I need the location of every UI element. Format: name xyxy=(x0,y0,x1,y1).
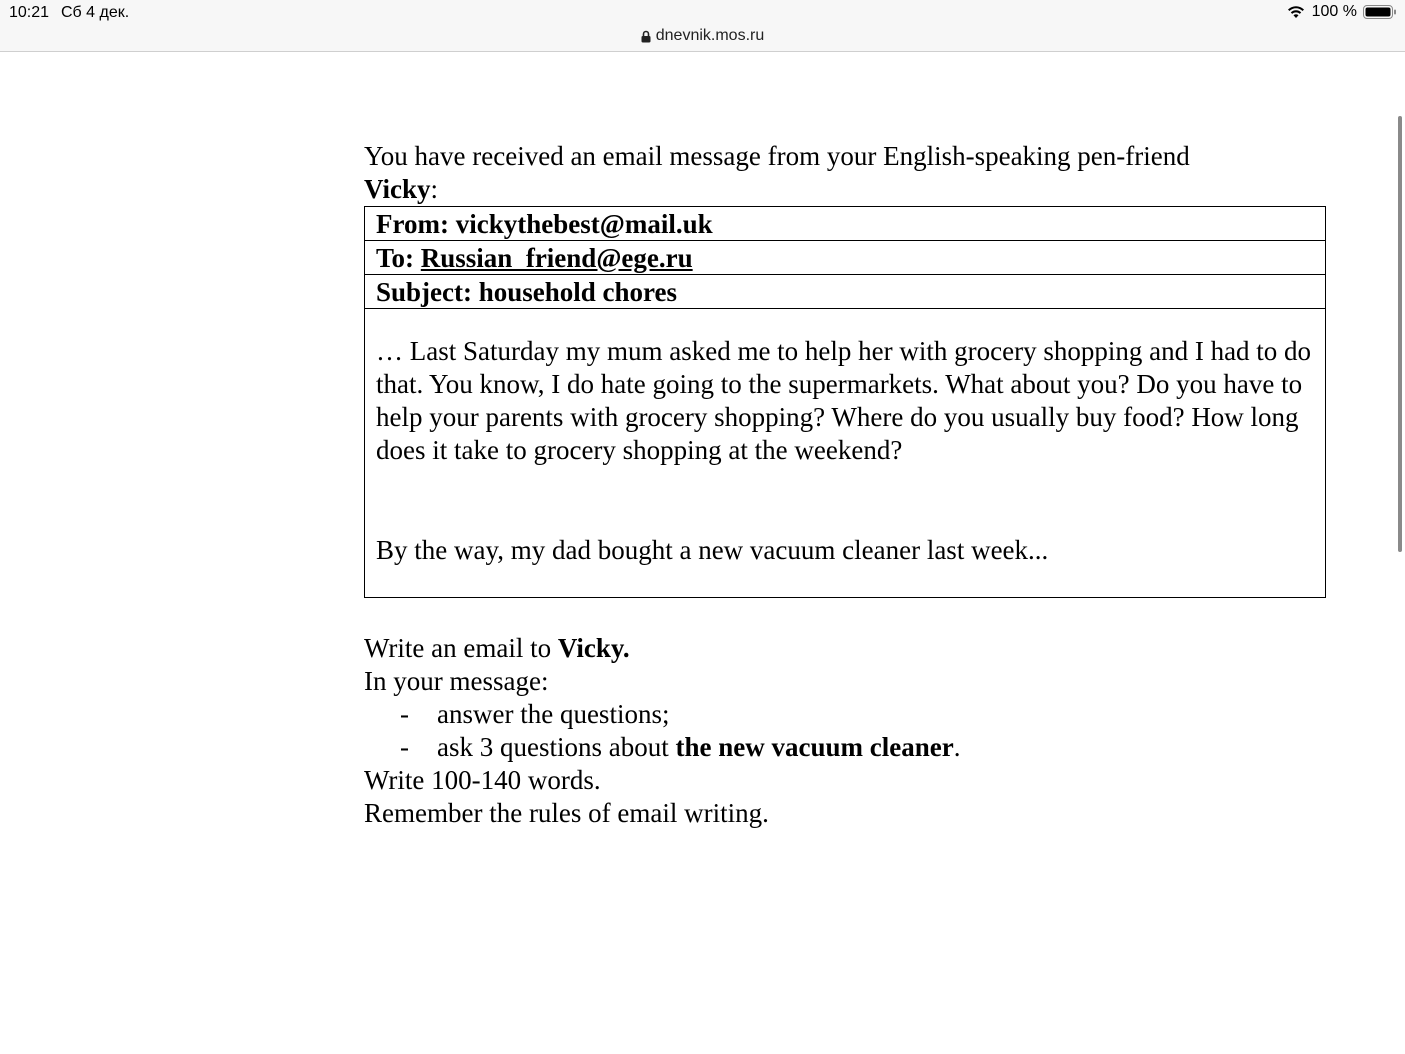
email-to-label: To: xyxy=(376,243,415,273)
email-box xyxy=(364,206,1326,598)
bullet-2-bold: the new vacuum cleaner xyxy=(675,732,954,762)
intro-paragraph xyxy=(364,140,1326,206)
email-to-row xyxy=(365,241,1325,275)
email-body-paragraph-1: … Last Saturday my mum asked me to help her with grocery shopping and I had to do that. You know, I do hate going to the supermarkets. What about you? Do you have to help your parents with grocery shopping? Where do you usually buy food? How long does it take to grocery shopping at the weekend? xyxy=(376,336,1312,465)
email-body xyxy=(365,309,1325,597)
bullet-1-text: answer the questions; xyxy=(437,699,670,729)
bullet-dash: - xyxy=(400,699,409,729)
url-text: dnevnik.mos.ru xyxy=(655,27,765,44)
bullet-2-suffix: . xyxy=(953,732,961,762)
task-instructions xyxy=(364,632,1326,830)
document-content xyxy=(364,140,1326,830)
email-subject-row xyxy=(365,275,1325,309)
task-write-line xyxy=(364,632,1326,665)
wifi-icon xyxy=(1286,4,1306,20)
bullet-2-text xyxy=(437,731,960,764)
email-from-value: vickythebest@mail.uk xyxy=(455,209,713,239)
intro-name: Vicky xyxy=(364,174,431,204)
bullet-2-prefix: ask 3 questions about xyxy=(437,732,669,762)
task-bullet-1 xyxy=(364,698,1326,731)
status-time: 10:21 xyxy=(9,4,50,21)
vertical-scrollbar[interactable] xyxy=(1398,116,1402,552)
intro-text: You have received an email message from your English-speaking pen-friend xyxy=(364,141,1190,171)
status-right xyxy=(1286,3,1397,21)
task-in-message: In your message: xyxy=(364,666,549,696)
email-from-row xyxy=(365,207,1325,241)
email-subject-value: household chores xyxy=(478,277,678,307)
task-bullet-2 xyxy=(364,731,1326,764)
lock-icon xyxy=(641,30,651,43)
battery-percent: 100 % xyxy=(1311,3,1357,20)
task-reminder: Remember the rules of email writing. xyxy=(364,798,769,828)
bullet-dash: - xyxy=(400,732,409,762)
browser-top-bar xyxy=(0,0,1405,52)
task-word-count: Write 100-140 words. xyxy=(364,765,601,795)
task-write-name: Vicky. xyxy=(557,633,630,663)
email-subject-label: Subject: xyxy=(376,277,472,307)
status-date: Сб 4 дек. xyxy=(61,4,130,21)
intro-colon: : xyxy=(430,174,439,204)
email-from-label: From: xyxy=(376,209,449,239)
email-body-paragraph-2: By the way, my dad bought a new vacuum cleaner last week... xyxy=(376,535,1049,565)
battery-icon xyxy=(1363,4,1397,20)
task-write-prefix: Write an email to xyxy=(364,633,552,663)
address-bar[interactable] xyxy=(0,24,1405,48)
email-to-link[interactable]: Russian_friend@ege.ru xyxy=(420,243,693,273)
